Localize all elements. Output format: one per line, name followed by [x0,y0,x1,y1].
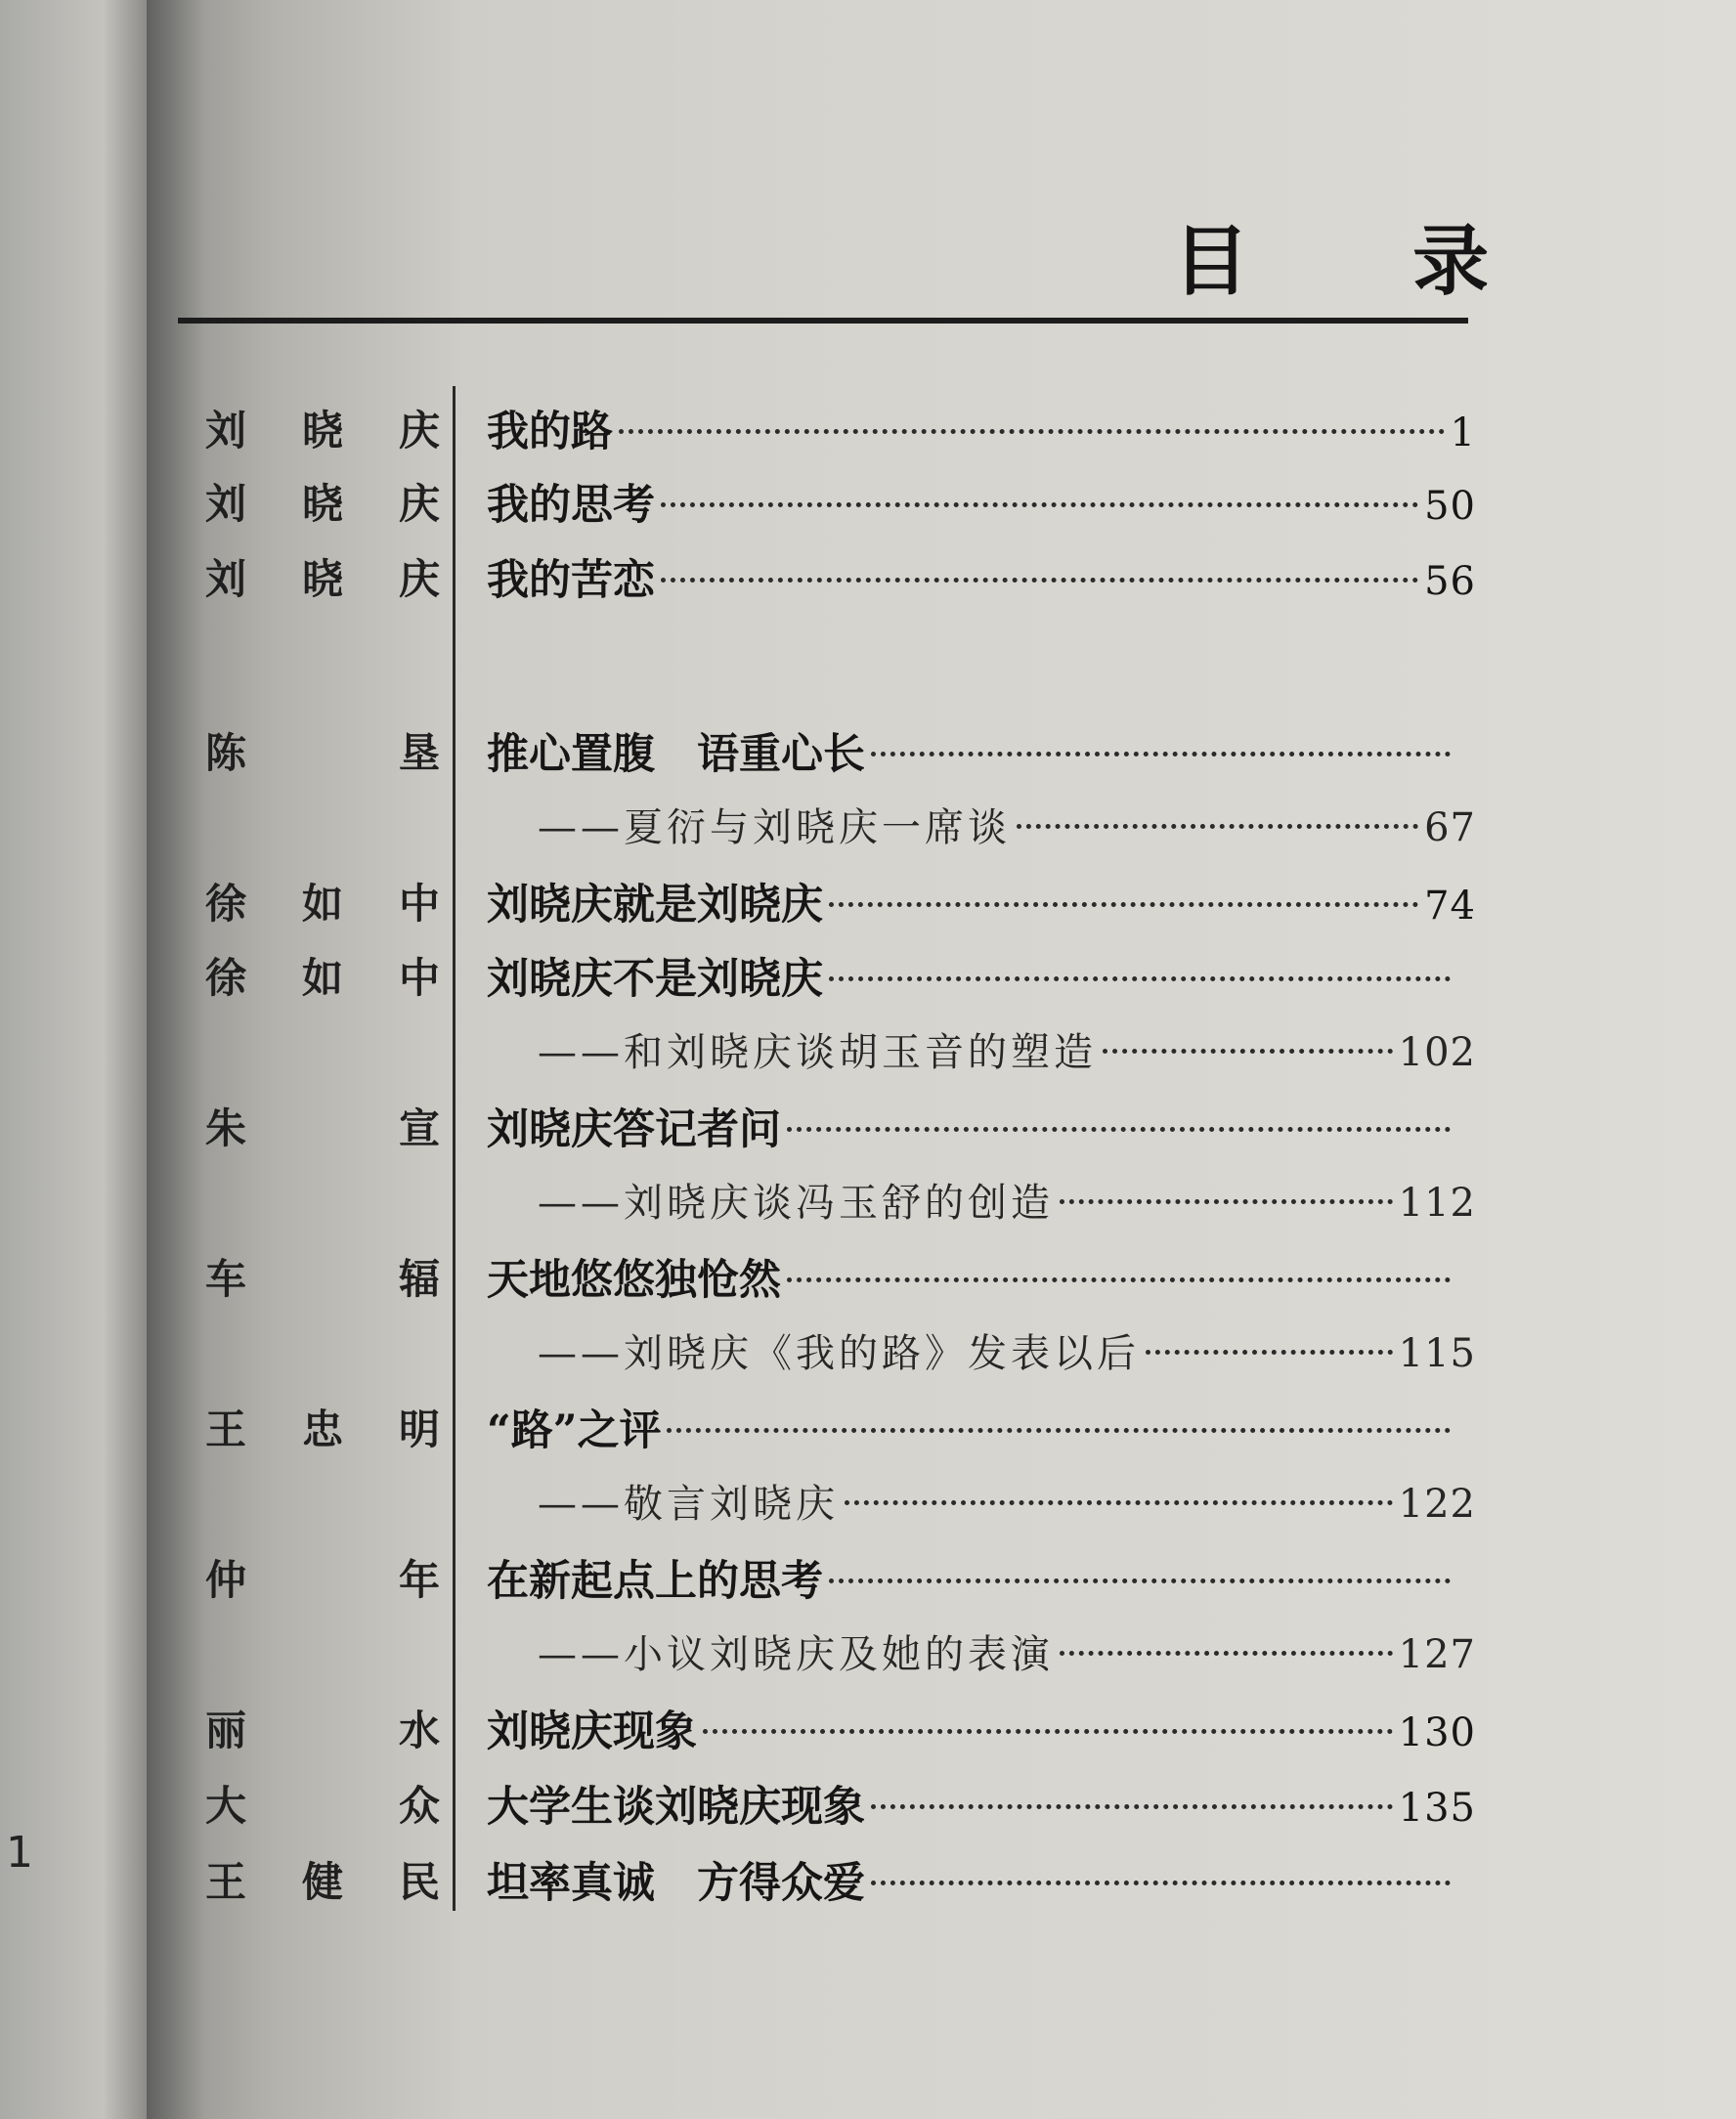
toc-page-number: 67 [1424,805,1476,850]
author-char: 中 [398,880,440,928]
toc-author [205,1097,440,1155]
author-char: 宣 [398,1104,440,1152]
margin-page-mark: 1 [6,1828,33,1878]
author-char: 陈 [205,729,247,777]
toc-page-number: 115 [1398,1331,1476,1376]
toc-row [147,1172,1736,1231]
author-char: 水 [398,1707,440,1754]
dot-leader [1146,1350,1393,1355]
toc-page-number: 74 [1424,884,1476,929]
toc-row [147,1398,1736,1456]
toc-entry-title: ——敬言刘晓庆 [538,1482,839,1527]
author-char: 庆 [398,407,440,454]
toc-author [205,1247,440,1306]
page-title: 目 录 [1173,217,1558,306]
toc-author [205,399,440,457]
toc-entry [487,872,1476,931]
dot-leader [871,752,1451,757]
toc-entry [487,1548,1476,1608]
toc-row [147,1097,1736,1155]
toc-author [205,472,440,531]
toc-page-number: 135 [1398,1786,1476,1831]
toc-subtitle [538,1021,1476,1077]
author-char: 晓 [301,555,343,603]
toc-page-number: 56 [1424,559,1476,604]
dot-leader [871,1804,1393,1809]
author-char: 朱 [205,1104,247,1152]
dot-leader [845,1500,1393,1505]
author-char: 徐 [205,880,247,928]
dot-leader [871,1881,1451,1885]
author-char: 丽 [205,1707,247,1754]
toc-subtitle [538,1172,1476,1228]
toc-page-number: 102 [1398,1030,1476,1075]
author-char: 刘 [205,480,247,528]
dot-leader [661,578,1418,583]
dot-leader [829,902,1418,907]
toc-entry-title: 刘晓庆不是刘晓庆 [487,955,823,1004]
toc-entry [487,721,1476,781]
toc-page-number: 50 [1424,484,1476,529]
toc-author [205,1774,440,1833]
author-char: 民 [398,1858,440,1906]
title-rule [178,318,1468,324]
toc-row [147,1322,1736,1381]
toc-entry-title: ——夏衍与刘晓庆一席谈 [538,805,1011,850]
toc-entry [487,1247,1476,1307]
dot-leader [1017,824,1418,829]
toc-entry-title: ——和刘晓庆谈胡玉音的塑造 [538,1030,1097,1075]
toc-entry [487,946,1476,1006]
author-char: 垦 [398,729,440,777]
toc-row [147,1473,1736,1532]
toc-entry-title: 推心置腹 语重心长 [487,730,865,779]
author-char: 庆 [398,555,440,603]
toc-page-number: 127 [1398,1632,1476,1677]
author-char: 忠 [301,1405,343,1453]
toc-entry [487,1398,1476,1457]
toc-row [147,1021,1736,1080]
author-char: 健 [301,1858,343,1906]
toc-entry [487,1774,1476,1834]
toc-entry [487,547,1476,607]
author-char: 如 [301,880,343,928]
author-char: 王 [205,1405,247,1453]
toc-entry-title: ——刘晓庆谈冯玉舒的创造 [538,1181,1054,1226]
author-char: 仲 [205,1556,247,1604]
toc-row [147,872,1736,930]
author-char: 辐 [398,1255,440,1303]
toc-entry [487,1699,1476,1758]
dot-leader [787,1277,1451,1282]
author-char: 晓 [301,407,343,454]
toc-row [147,721,1736,780]
toc-row [147,1699,1736,1757]
dot-leader [1103,1049,1393,1054]
author-char: 王 [205,1858,247,1906]
toc-entry-title: 天地悠悠独怆然 [487,1256,781,1305]
toc-page-number: 130 [1398,1710,1476,1755]
author-char: 车 [205,1255,247,1303]
toc-row [147,946,1736,1005]
toc-row [147,1247,1736,1306]
toc-entry-title: “路”之评 [487,1406,662,1455]
dot-leader [787,1127,1451,1132]
toc-author [205,1398,440,1456]
dot-leader [1060,1199,1393,1204]
toc-entry-title: 我的思考 [487,481,655,530]
toc-entry-title: 大学生谈刘晓庆现象 [487,1783,865,1832]
toc-author [205,1850,440,1909]
dot-leader [829,976,1451,981]
toc-subtitle [538,1623,1476,1679]
author-char: 如 [301,954,343,1002]
author-char: 刘 [205,407,247,454]
dot-leader [1060,1651,1393,1656]
toc-page-number: 122 [1398,1482,1476,1527]
toc-entry-title: 坦率真诚 方得众爱 [487,1859,865,1908]
toc-entry [487,1850,1476,1910]
toc-author [205,872,440,930]
toc-subtitle [538,1322,1476,1378]
author-char: 中 [398,954,440,1002]
author-char: 大 [205,1782,247,1830]
toc-entry-title: 我的苦恋 [487,556,655,605]
dot-leader [667,1428,1451,1433]
toc-row [147,472,1736,531]
left-page-margin [0,0,147,2119]
toc-page-number: 1 [1450,411,1476,455]
toc-entry-title: 在新起点上的思考 [487,1557,823,1606]
author-char: 明 [398,1405,440,1453]
toc-subtitle [538,797,1476,852]
author-char: 年 [398,1556,440,1604]
author-char: 庆 [398,480,440,528]
toc-author [205,946,440,1005]
dot-leader [703,1729,1393,1734]
toc-entry-title: ——刘晓庆《我的路》发表以后 [538,1331,1140,1376]
toc-author [205,547,440,606]
toc-row [147,1623,1736,1682]
toc-author [205,1548,440,1607]
toc-row [147,797,1736,855]
toc-row [147,399,1736,457]
toc-row [147,1774,1736,1833]
toc-entry-title: ——小议刘晓庆及她的表演 [538,1632,1054,1677]
toc-author [205,721,440,780]
dot-leader [829,1578,1451,1583]
contents-page [147,0,1736,2119]
toc-entry [487,472,1476,532]
toc-entry-title: 刘晓庆答记者问 [487,1105,781,1154]
author-char: 徐 [205,954,247,1002]
toc-subtitle [538,1473,1476,1529]
toc-page-number: 112 [1398,1181,1476,1226]
toc-row [147,1850,1736,1909]
toc-entry-title: 刘晓庆现象 [487,1708,697,1756]
toc-row [147,547,1736,606]
author-char: 众 [398,1782,440,1830]
author-char: 晓 [301,480,343,528]
dot-leader [661,502,1418,507]
author-char: 刘 [205,555,247,603]
toc-row [147,1548,1736,1607]
toc-entry [487,1097,1476,1156]
toc-author [205,1699,440,1757]
toc-entry-title: 刘晓庆就是刘晓庆 [487,881,823,930]
toc-entry-title: 我的路 [487,408,613,456]
dot-leader [619,429,1445,434]
toc-entry [487,399,1476,458]
